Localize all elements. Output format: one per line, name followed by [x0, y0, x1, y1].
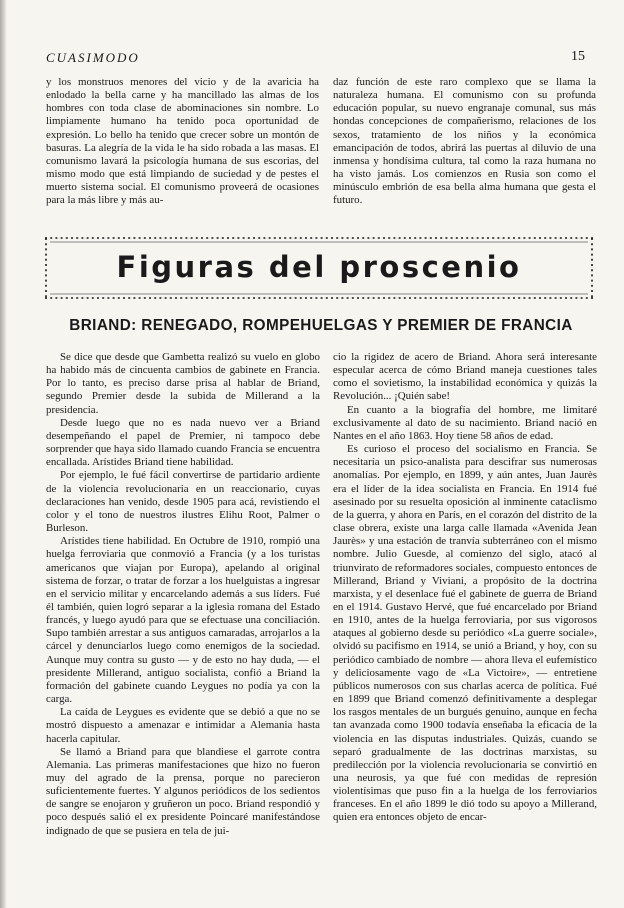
top-right-paragraph: daz función de este raro complexo que se llama la naturaleza humana. El comunismo con su profunda educación popular, su nuevo engranaje comunal, sus más hondas concepciones de compañerismo, relaciones de los sexos, tratamiento de los niños y la económica emancipación de todos, abrirá las puertas al diluvio de una inmensa y hondísima cultura, tal como la raza humana no ha visto jamás. Los comienzos en Rusia son como el minúsculo embrión de esa bella alma humana que gesta el futuro.	[333, 76, 596, 207]
page-binding-edge	[0, 0, 7, 908]
article-paragraph: Es curioso el proceso del socialismo en Francia. Se necesitaría un psico-analista para descifrar sus numerosas anomalías. Por ejemplo, en 1899, y aún antes, Juan Jaurès era el líder de la idea socialista en Francia. En 1914 fué asesinado por su resuelta oposición al inminente cataclismo de la guerra, y ahora en París, en el corazón del distrito de la clase obrera, existe una larga calle llamada «Avenida Jean Jaurès» y una estación de tranvía subterráneo con el mismo nombre. Julio Guesde, al comienzo del siglo, atacó al triunvirato de reformadores sociales, compuesto entonces de Millerand, Briand y Viviani, a propósito de la doctrina marxista, y el desenlace fué el gabinete de guerra de Briand en el 1914. Gustavo Hervé, que fué encarcelado por Briand en 1910, antes de la huelga ferroviaria, por sus vigorosos ataques al gobierno desde su periódico «La guerre sociale», olvidó su pacifismo en 1914, se unió a Briand, y hoy, con su periódico cambiado de nombre — ahora lleva el eufemístico y deliciosamente vago de «La Victoire», — entretiene públicos numerosos con sus charlas acerca de política. Fué en 1899 que Briand comenzó definitivamente a desplegar los rasgos mentales de un burgués genuino, aunque en fecha tan avanzada como 1900 todavía enseñaba la eficacia de la violencia en las disputas industriales. Quizás, cuando se separó gradualmente de las doctrinas marxistas, su predilección por la violencia revolucionaria se convirtió en una neurosis, ya que fué con medidas de represión violentísimas que puso fin a la huelga de los ferroviarios franceses. En el año 1899 le dió todo su apoyo a Millerand, quien era entonces objeto de encar-	[333, 443, 597, 824]
top-left-column	[46, 76, 319, 208]
section-banner	[43, 235, 595, 301]
article-right-column	[333, 351, 597, 825]
article-title: BRIAND: RENEGADO, ROMPEHUELGAS Y PREMIER DE FRANCIA	[69, 317, 573, 334]
running-header-title: CUASIMODO	[46, 50, 140, 65]
top-left-paragraph: y los monstruos menores del vicio y de la avaricia ha enlodado la bella carne y ha mancillado las almas de los hombres con toda clase de abominaciones sin nombre. Lo limpiamente humano ha tenido poca oportunidad de expresión. Lo bello ha tenido que crecer sobre un montón de basuras. La alegría de la vida le ha sido robada a las masas. El comunismo lavará la psicología humana de sus escorias, del mismo modo que está limpiando de suciedad y de pestes el muerto sistema social. El comunismo proveerá de ocasiones para la más libre y más au-	[46, 76, 319, 207]
article-paragraph: En cuanto a la biografía del hombre, me limitaré exclusivamente al dato de su nacimiento. Briand nació en Nantes en el año 1863. Hoy tiene 58 años de edad.	[333, 403, 597, 442]
page-number: 15	[571, 49, 585, 64]
article-paragraph: Desde luego que no es nada nuevo ver a Briand desempeñando el papel de Premier, ni tampoco debe sorprender que haya sido llamado cuando Francia se encuentra encallada. Arístides Briand tiene habilidad.	[46, 416, 320, 469]
article-paragraph: La caída de Leygues es evidente que se debió a que no se mostró dispuesto a amenazar e intimidar a Alemania hasta hacerla capitular.	[46, 706, 320, 745]
article-left-column	[46, 351, 320, 838]
article-paragraph: cio la rigidez de acero de Briand. Ahora será interesante especular acerca de cómo Briand maneja cuestiones tales como el sovietismo, la instabilidad económica y quizás la Revolución... ¡Quién sabe!	[333, 351, 597, 403]
article-paragraph: Se llamó a Briand para que blandiese el garrote contra Alemania. Las primeras manifestaciones que hizo no fueron muy del agrado de la prensa, porque no parecieron suficientemente fuertes. Y algunos periódicos de los sedientos de sangre se enojaron y gruñeron un poco. Briand respondió y poco después salió el ex presidente Poincaré manifestándose indignado de que se pusiera en tela de jui-	[46, 745, 320, 837]
article-paragraph: Se dice que desde que Gambetta realizó su vuelo en globo ha habido más de cincuenta cambios de gabinete en Francia. Por lo tanto, es preciso darse prisa al hablar de Briand, segundo Premier desde la subida de Millerand a la presidencia.	[46, 351, 320, 416]
article-paragraph: Por ejemplo, le fué fácil convertirse de partidario ardiente de la violencia revolucionaria en un reaccionario, cuyas declaraciones han venido, desde 1905 para acá, revistiendo el color y el tono de nuestros ilustres Elihu Root, Palmer o Burleson.	[46, 469, 320, 535]
section-banner-title: Figuras del proscenio	[116, 250, 522, 284]
top-right-column	[333, 76, 596, 208]
article-paragraph: Arístides tiene habilidad. En Octubre de 1910, rompió una huelga ferroviaria que conmovió a Francia (y a los turistas americanos que viajan por Europa), apelando al original sistema de forzar, o tratar de forzar a los huelguistas a ingresar en el servicio militar y encarcelando además a sus líders. Fué él también, quien logró separar a la iglesia romana del Estado francés, y luego ayudó para que se efectuase una conciliación. Supo también arrestar a sus antiguos camaradas, arrojarlos a la cárcel y denunciarlos luego como enemigos de la sociedad. Aunque muy contra su gusto — y de esto no hay duda, — el presidente Millerand, antiguo socialista, confió a Briand la formación del gabinete cuando Leygues no podía ya con la carga.	[46, 535, 320, 706]
